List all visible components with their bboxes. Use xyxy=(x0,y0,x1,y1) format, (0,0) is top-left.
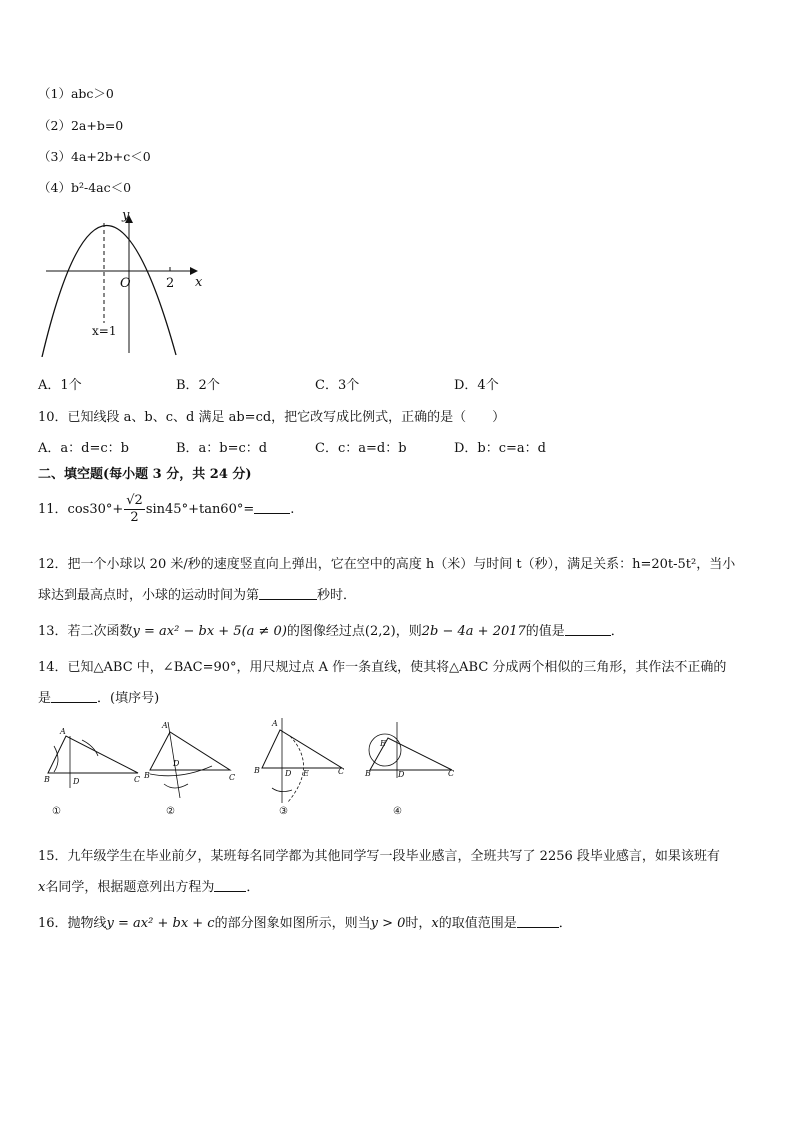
q11-denominator: 2 xyxy=(130,510,139,525)
q13-function: y = ax² − bx + 5(a ≠ 0) xyxy=(132,624,287,639)
q16-answer-blank[interactable] xyxy=(517,915,559,928)
q10-choice-b: B．a：b=c：d xyxy=(176,441,268,456)
svg-text:C: C xyxy=(338,767,345,776)
q13-expression: 2b − 4a + 2017 xyxy=(421,624,526,639)
svg-text:B: B xyxy=(144,771,150,780)
svg-text:C: C xyxy=(448,769,455,778)
svg-text:E: E xyxy=(380,739,386,748)
q12-line2-text: 球达到最高点时，小球的运动时间为第 xyxy=(38,588,260,603)
q13-point: (2,2) xyxy=(364,624,396,639)
q13 xyxy=(38,620,624,639)
y-axis-label: y xyxy=(122,208,130,223)
svg-text:B: B xyxy=(365,769,371,778)
construction-figures xyxy=(40,718,470,828)
q16-function: y = ax² + bx + c xyxy=(106,916,215,931)
statement-4: （4）b²-4ac＜0 xyxy=(38,180,132,195)
statement-1: （1）abc＞0 xyxy=(38,86,114,101)
svg-text:B: B xyxy=(44,775,50,784)
q14-line1: 14．已知△ABC 中，∠BAC=90°，用尺规过点 A 作一条直线，使其将△ABC 分成两个相似的三角形，其作法不正确的 xyxy=(38,660,727,675)
q14-answer-blank[interactable] xyxy=(51,690,97,703)
q13-answer-blank[interactable] xyxy=(565,623,611,636)
section-title: 二、填空题(每小题 3 分，共 24 分) xyxy=(38,467,252,482)
q13-mid: 的图像经过点 xyxy=(286,624,365,639)
q14-line2 xyxy=(38,687,159,706)
svg-text:A: A xyxy=(272,719,278,728)
q16-variable: x xyxy=(431,916,439,931)
q13-prefix: 13．若二次函数 xyxy=(38,624,133,639)
q13-suffix: 的值是 xyxy=(525,624,565,639)
svg-text:D: D xyxy=(285,769,292,778)
q15-variable: x xyxy=(38,880,46,895)
q11-fraction xyxy=(124,493,145,526)
q11 xyxy=(38,493,294,526)
svg-text:C: C xyxy=(229,773,236,782)
q12-line2-end: 秒时． xyxy=(317,588,357,603)
q10-choice-a: A．a：d=c：b xyxy=(38,441,129,456)
q9-choice-b: B．2个 xyxy=(176,378,220,393)
svg-text:D: D xyxy=(398,770,405,779)
q16-prefix: 16．抛物线 xyxy=(38,916,107,931)
q11-suffix: sin45°+tan60°= xyxy=(145,502,255,517)
q14-line2-text: 是 xyxy=(38,691,52,706)
q9-choice-a: A．1个 xyxy=(38,378,82,393)
figure-3-label: ③ xyxy=(279,806,288,817)
q12-line1: 12．把一个小球以 20 米/秒的速度竖直向上弹出，它在空中的高度 h（米）与时间 t（秒），满足关系：h=20t-5t²，当小 xyxy=(38,557,736,572)
tick-2-label: 2 xyxy=(166,276,175,291)
figure-1-label: ① xyxy=(52,806,61,817)
q13-mid2: ，则 xyxy=(395,624,422,639)
svg-text:B: B xyxy=(254,766,260,775)
x-axis-label: x xyxy=(195,275,203,290)
q16-condition: y > 0 xyxy=(370,916,406,931)
svg-text:A: A xyxy=(60,727,66,736)
q10-choice-c: C．c：a=d：b xyxy=(315,441,407,456)
q16-suffix: 的取值范围是 xyxy=(438,916,517,931)
q16-mid: 的部分图象如图所示，则当 xyxy=(214,916,371,931)
figure-2-label: ② xyxy=(166,806,175,817)
q15-line2-text: 名同学，根据题意列出方程为 xyxy=(45,880,215,895)
q15-end: ． xyxy=(246,880,260,895)
q13-end: ． xyxy=(610,624,624,639)
q15-answer-blank[interactable] xyxy=(214,879,246,892)
q11-prefix: 11．cos30°+ xyxy=(38,502,124,517)
q11-end: . xyxy=(290,502,295,517)
origin-label: O xyxy=(120,276,131,291)
svg-text:D: D xyxy=(173,759,180,768)
svg-text:A: A xyxy=(162,721,168,730)
q12-line2 xyxy=(38,584,356,603)
q15-line2 xyxy=(38,876,259,895)
svg-text:E: E xyxy=(303,769,309,778)
q15-line1: 15．九年级学生在毕业前夕，某班每名同学都为其他同学写一段毕业感言，全班共写了 2256 段毕业感言，如果该班有 xyxy=(38,849,720,864)
q9-choice-d: D．4个 xyxy=(454,378,499,393)
q11-answer-blank[interactable] xyxy=(254,501,290,514)
figure-4-label: ④ xyxy=(393,806,402,817)
svg-text:D: D xyxy=(73,777,80,786)
q11-numerator: √2 xyxy=(126,493,143,508)
q16 xyxy=(38,912,572,931)
q12-answer-blank[interactable] xyxy=(259,587,317,600)
q14-line2-end: ．(填序号) xyxy=(97,691,160,706)
q9-choice-c: C．3个 xyxy=(315,378,360,393)
symmetry-axis-label: x=1 xyxy=(92,324,117,338)
q10-choice-d: D．b：c=a：d xyxy=(454,441,546,456)
q16-end: ． xyxy=(558,916,572,931)
q10-stem: 10．已知线段 a、b、c、d 满足 ab=cd，把它改写成比例式，正确的是（ ） xyxy=(38,410,506,425)
statement-2: （2）2a+b=0 xyxy=(38,118,124,133)
statement-3: （3）4a+2b+c＜0 xyxy=(38,149,151,164)
q16-mid2: 时， xyxy=(405,916,432,931)
svg-text:C: C xyxy=(134,775,141,784)
